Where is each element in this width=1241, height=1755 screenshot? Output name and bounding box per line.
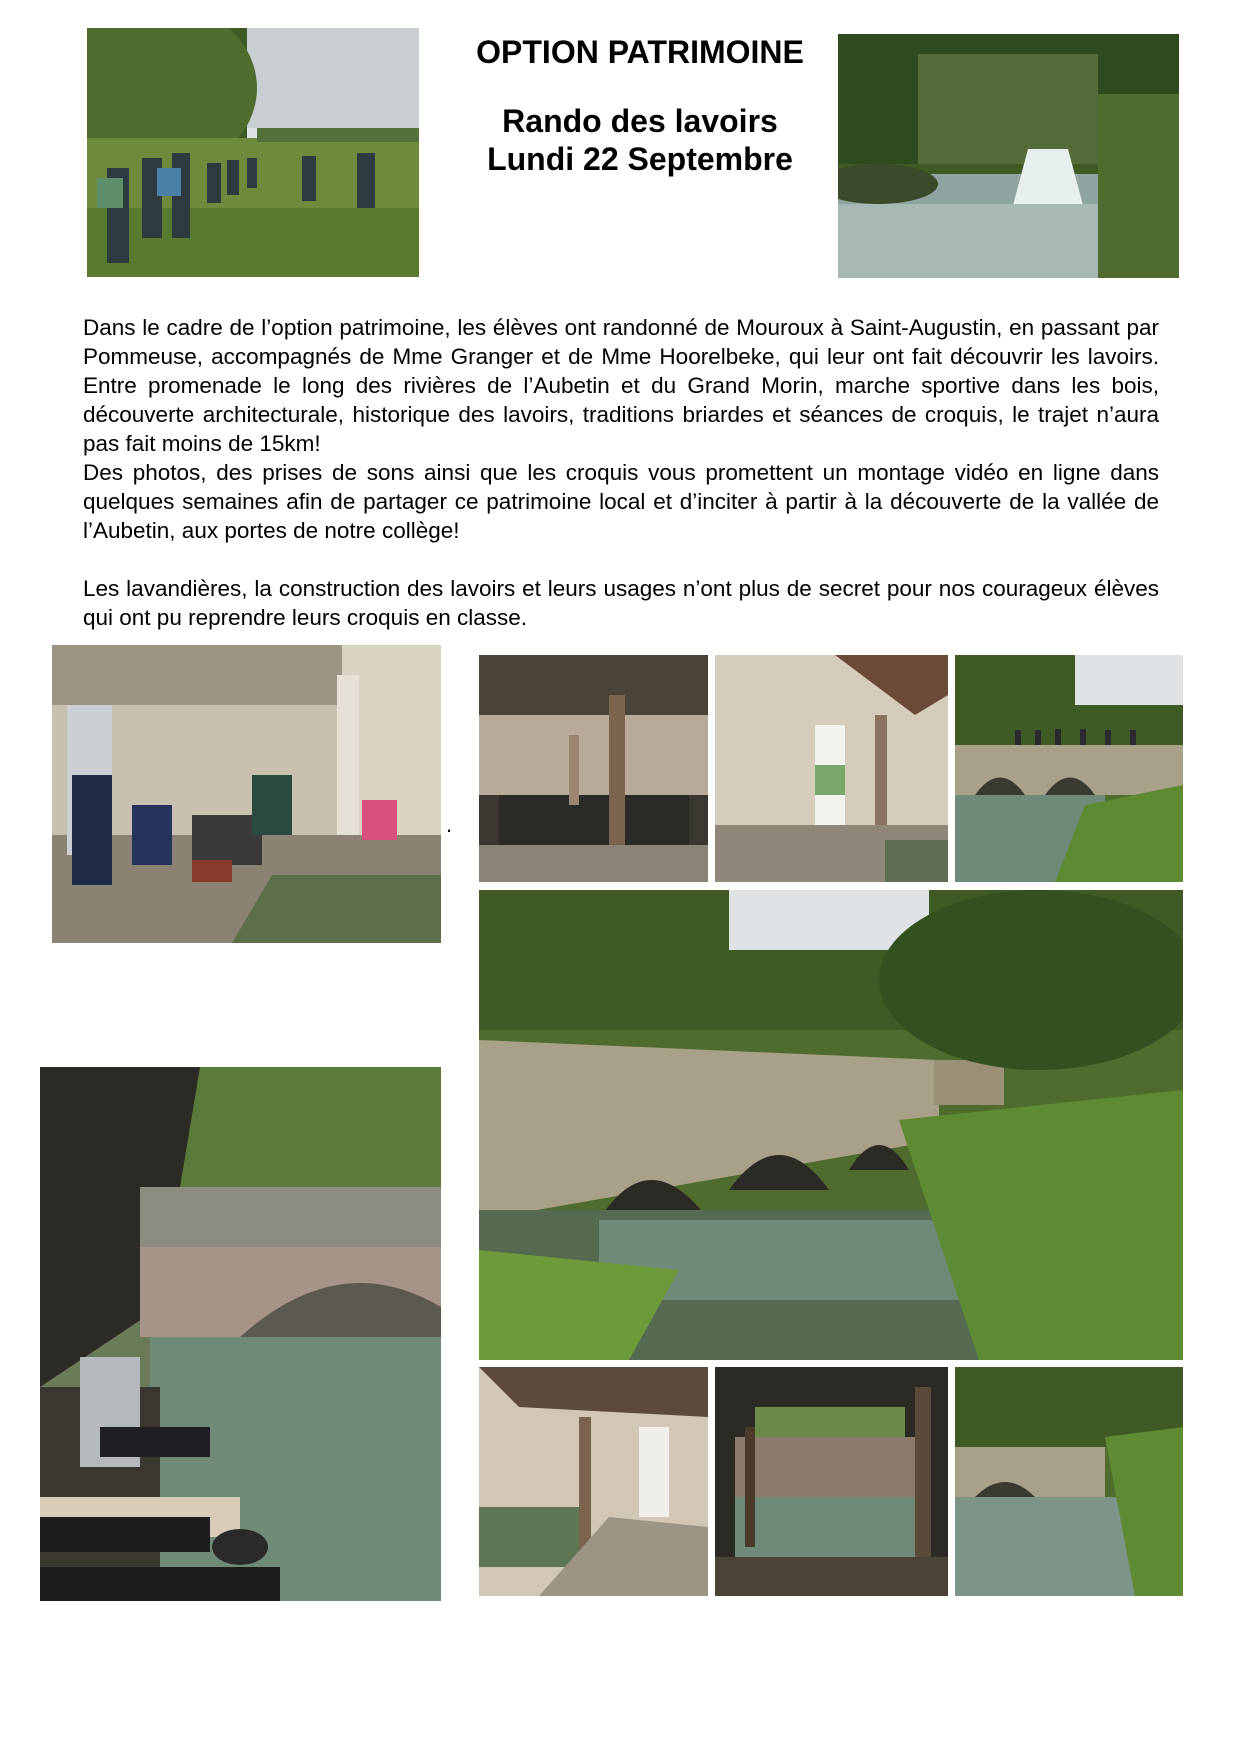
photo-waterfall: [838, 34, 1179, 278]
article-paragraph-1: Dans le cadre de l’option patrimoine, les élèves ont randonné de Mouroux à Saint-Augustin, en passant par Pommeuse, accompagnés de Mme Granger et de Mme Hoorelbeke, qui leur ont fait découvrir les lavoirs. Entre promenade le long des rivières de l’Aubetin et du Grand Morin, marche sportive dans les bois, découverte architecturale, historique des lavoirs, traditions briardes et séances de croquis, le trajet n’aura pas fait moins de 15km!: [83, 315, 1159, 456]
photo-stone-arch-bridge: [479, 890, 1183, 1360]
photo-bridge-over-river: [955, 1367, 1183, 1596]
stray-dot: .: [446, 812, 453, 837]
article-paragraph-2: Des photos, des prises de sons ainsi que les croquis vous promettent un montage vidéo en ligne dans quelques semaines afin de partager ce patrimoine local et d’inciter à partir à la découverte de la vallée de l’Aubetin, aux portes de notre collège!: [83, 460, 1159, 543]
photo-students-under-lavoir-roof: [40, 1067, 441, 1601]
page-title: OPTION PATRIMOINE: [476, 34, 804, 70]
article-body: [83, 313, 1159, 632]
photo-students-sketching-lavoir: [52, 645, 441, 943]
photo-lavoir-wooden-door: [479, 1367, 708, 1596]
photo-lavoir-doorway: [715, 655, 948, 882]
photo-lavoir-basin-interior: [479, 655, 708, 882]
photo-view-from-lavoir-shelter: [715, 1367, 948, 1596]
photo-hikers-field: [87, 28, 419, 277]
photo-group-on-bridge: [955, 655, 1183, 882]
event-date: Lundi 22 Septembre: [487, 141, 793, 177]
event-subtitle: [420, 102, 860, 178]
event-name: Rando des lavoirs: [502, 103, 778, 139]
article-paragraph-3: Les lavandières, la construction des lavoirs et leurs usages n’ont plus de secret pour nos courageux élèves qui ont pu reprendre leurs croquis en classe.: [83, 576, 1159, 630]
